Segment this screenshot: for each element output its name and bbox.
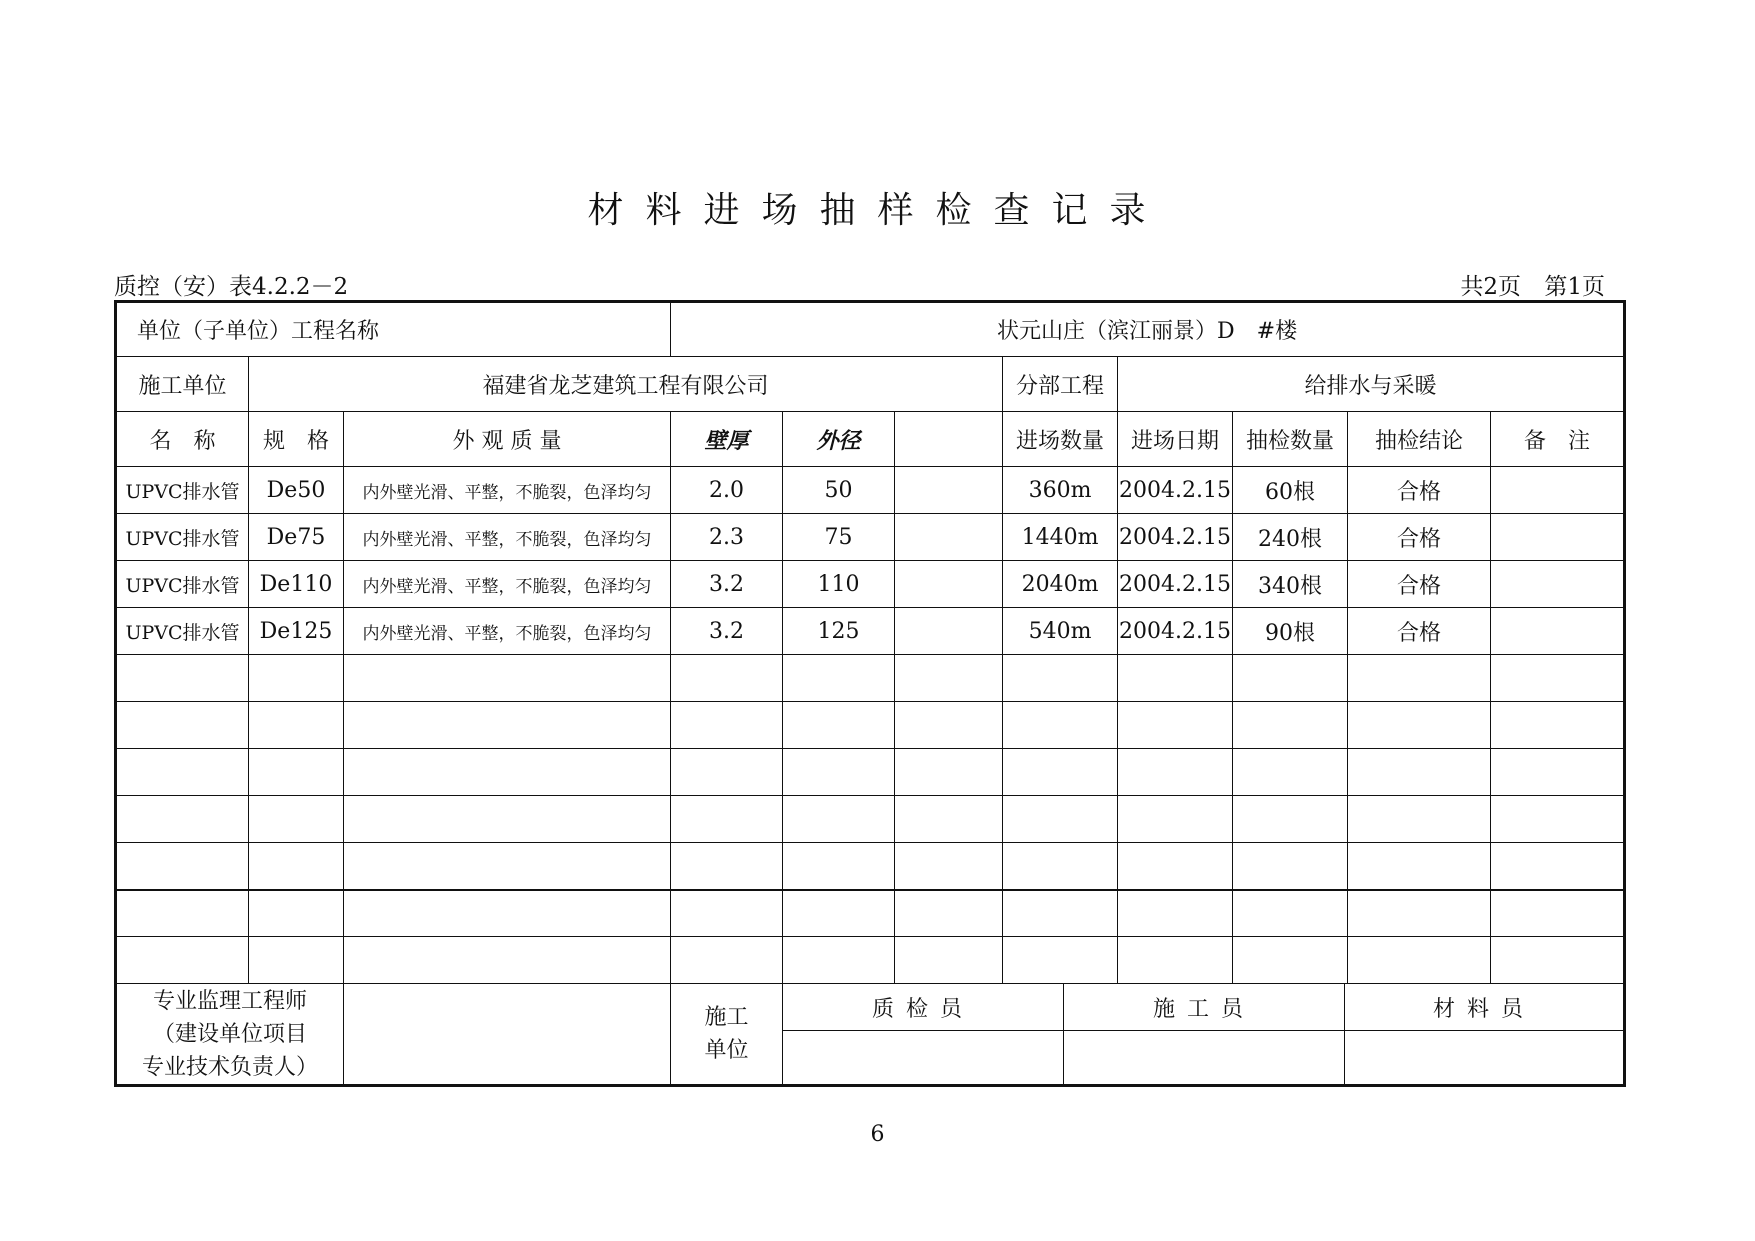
empty-cell: [895, 843, 1003, 890]
cell-result: 合格: [1348, 561, 1491, 608]
empty-cell: [671, 890, 783, 937]
cell-outer-diameter: 75: [783, 514, 895, 561]
division-label: 分部工程: [1003, 357, 1118, 412]
empty-cell: [1348, 796, 1491, 843]
empty-cell: [783, 937, 895, 984]
cell-appearance: 内外壁光滑、平整，不脆裂，色泽均匀: [344, 467, 671, 514]
empty-cell: [1491, 702, 1625, 749]
cell-quantity: 2040m: [1003, 561, 1118, 608]
material-clerk-label: 材料员: [1345, 984, 1623, 1031]
empty-cell: [895, 796, 1003, 843]
empty-cell: [344, 702, 671, 749]
empty-cell: [249, 749, 344, 796]
empty-cell: [1491, 890, 1625, 937]
empty-cell: [344, 749, 671, 796]
cell-date: 2004.2.15: [1118, 608, 1233, 655]
cell-outer-diameter: 110: [783, 561, 895, 608]
empty-cell: [1003, 843, 1118, 890]
cell-quantity: 1440m: [1003, 514, 1118, 561]
header-sample-count: 抽检数量: [1233, 412, 1348, 467]
table-row: [116, 561, 1625, 608]
empty-row: [116, 655, 1625, 702]
empty-cell: [1491, 655, 1625, 702]
empty-cell: [249, 937, 344, 984]
cell-date: 2004.2.15: [1118, 467, 1233, 514]
signature-block: [783, 984, 1625, 1086]
cell-name: UPVC排水管: [116, 608, 249, 655]
empty-cell: [783, 890, 895, 937]
empty-row: [116, 702, 1625, 749]
empty-cell: [116, 796, 249, 843]
header-spec: 规 格: [249, 412, 344, 467]
empty-row: [116, 890, 1625, 937]
empty-cell: [1233, 890, 1348, 937]
empty-cell: [1491, 796, 1625, 843]
cell-remarks: [1491, 467, 1625, 514]
document-title: 材料进场抽样检查记录: [587, 190, 1168, 231]
cell-spec: De75: [249, 514, 344, 561]
empty-cell: [1233, 796, 1348, 843]
empty-cell: [116, 843, 249, 890]
header-remarks: 备 注: [1491, 412, 1625, 467]
contractor-sign-label: [671, 984, 783, 1086]
table-row: [116, 467, 1625, 514]
empty-cell: [671, 702, 783, 749]
table-row: [116, 514, 1625, 561]
empty-cell: [116, 890, 249, 937]
cell-wall-thickness: 3.2: [671, 561, 783, 608]
empty-cell: [1003, 702, 1118, 749]
empty-cell: [671, 796, 783, 843]
empty-row: [116, 796, 1625, 843]
cell-appearance: 内外壁光滑、平整，不脆裂，色泽均匀: [344, 514, 671, 561]
empty-cell: [783, 749, 895, 796]
empty-cell: [895, 702, 1003, 749]
contractor-value: 福建省龙芝建筑工程有限公司: [249, 357, 1003, 412]
project-name-row: [116, 302, 1625, 357]
empty-cell: [116, 702, 249, 749]
contractor-line: 施工: [704, 1005, 749, 1030]
page-number: 6: [870, 1122, 885, 1147]
empty-cell: [671, 937, 783, 984]
column-header-row: [116, 412, 1625, 467]
empty-cell: [783, 843, 895, 890]
cell-name: UPVC排水管: [116, 561, 249, 608]
cell-sample-count: 90根: [1233, 608, 1348, 655]
cell-wall-thickness: 3.2: [671, 608, 783, 655]
empty-cell: [1233, 655, 1348, 702]
cell-name: UPVC排水管: [116, 514, 249, 561]
cell-sample-count: 240根: [1233, 514, 1348, 561]
empty-cell: [1233, 937, 1348, 984]
header-quantity: 进场数量: [1003, 412, 1118, 467]
cell-appearance: 内外壁光滑、平整，不脆裂，色泽均匀: [344, 608, 671, 655]
header-blank: [895, 412, 1003, 467]
empty-cell: [116, 655, 249, 702]
cell-blank: [895, 561, 1003, 608]
empty-cell: [1491, 749, 1625, 796]
empty-cell: [1233, 702, 1348, 749]
cell-blank: [895, 514, 1003, 561]
empty-cell: [1003, 749, 1118, 796]
cell-outer-diameter: 50: [783, 467, 895, 514]
empty-cell: [1348, 749, 1491, 796]
cell-result: 合格: [1348, 608, 1491, 655]
cell-spec: De110: [249, 561, 344, 608]
cell-outer-diameter: 125: [783, 608, 895, 655]
cell-blank: [895, 467, 1003, 514]
cell-result: 合格: [1348, 467, 1491, 514]
builder-signature-area: [1064, 1031, 1344, 1084]
cell-result: 合格: [1348, 514, 1491, 561]
cell-date: 2004.2.15: [1118, 514, 1233, 561]
inspector-signature-area: [783, 1031, 1063, 1084]
material-clerk-block: [1345, 984, 1623, 1084]
header-result: 抽检结论: [1348, 412, 1491, 467]
empty-cell: [895, 749, 1003, 796]
empty-cell: [1118, 843, 1233, 890]
empty-cell: [1348, 843, 1491, 890]
empty-cell: [116, 749, 249, 796]
header-outer-diameter: 外径: [783, 412, 895, 467]
empty-cell: [249, 655, 344, 702]
cell-remarks: [1491, 561, 1625, 608]
signature-row: [116, 984, 1625, 1086]
cell-wall-thickness: 2.3: [671, 514, 783, 561]
empty-cell: [344, 937, 671, 984]
empty-cell: [1233, 843, 1348, 890]
empty-cell: [1003, 937, 1118, 984]
empty-cell: [1348, 655, 1491, 702]
cell-spec: De125: [249, 608, 344, 655]
cell-spec: De50: [249, 467, 344, 514]
inspector-label: 质检员: [783, 984, 1063, 1031]
supervisor-line: 专业监理工程师: [152, 988, 307, 1014]
empty-cell: [671, 843, 783, 890]
contractor-line: 单位: [704, 1038, 749, 1063]
cell-blank: [895, 608, 1003, 655]
empty-cell: [344, 890, 671, 937]
empty-cell: [1491, 937, 1625, 984]
empty-cell: [249, 890, 344, 937]
empty-cell: [895, 890, 1003, 937]
supervisor-label: [116, 984, 344, 1086]
cell-wall-thickness: 2.0: [671, 467, 783, 514]
cell-remarks: [1491, 608, 1625, 655]
empty-cell: [1233, 749, 1348, 796]
empty-cell: [671, 749, 783, 796]
contractor-label: 施工单位: [116, 357, 249, 412]
empty-cell: [895, 655, 1003, 702]
supervisor-signature-area: [344, 984, 671, 1086]
material-clerk-signature-area: [1345, 1031, 1623, 1084]
project-name-value: 状元山庄（滨江丽景）D #楼: [671, 302, 1625, 357]
empty-cell: [1348, 937, 1491, 984]
empty-cell: [1003, 655, 1118, 702]
empty-cell: [671, 655, 783, 702]
empty-cell: [1348, 890, 1491, 937]
contractor-row: [116, 357, 1625, 412]
empty-cell: [1118, 890, 1233, 937]
cell-sample-count: 60根: [1233, 467, 1348, 514]
header-date: 进场日期: [1118, 412, 1233, 467]
builder-block: [1064, 984, 1345, 1084]
project-name-label: 单位（子单位）工程名称: [116, 302, 671, 357]
supervisor-line: 专业技术负责人）: [141, 1054, 318, 1080]
empty-row: [116, 843, 1625, 890]
empty-cell: [783, 655, 895, 702]
division-value: 给排水与采暖: [1118, 357, 1625, 412]
header-wall-thickness: 壁厚: [671, 412, 783, 467]
empty-cell: [116, 937, 249, 984]
empty-cell: [1348, 702, 1491, 749]
empty-cell: [249, 702, 344, 749]
page-info: 共2页 第1页: [1460, 274, 1605, 300]
empty-row: [116, 937, 1625, 984]
supervisor-line: （建设单位项目: [152, 1021, 307, 1047]
empty-cell: [344, 843, 671, 890]
empty-cell: [895, 937, 1003, 984]
empty-cell: [1118, 796, 1233, 843]
cell-appearance: 内外壁光滑、平整，不脆裂，色泽均匀: [344, 561, 671, 608]
header-name: 名 称: [116, 412, 249, 467]
table-row: [116, 608, 1625, 655]
empty-cell: [1003, 890, 1118, 937]
empty-cell: [1118, 749, 1233, 796]
empty-cell: [1118, 937, 1233, 984]
empty-cell: [249, 796, 344, 843]
empty-cell: [1491, 843, 1625, 890]
cell-quantity: 360m: [1003, 467, 1118, 514]
empty-cell: [783, 796, 895, 843]
empty-cell: [1118, 655, 1233, 702]
cell-date: 2004.2.15: [1118, 561, 1233, 608]
cell-sample-count: 340根: [1233, 561, 1348, 608]
empty-cell: [344, 796, 671, 843]
form-code: 质控（安）表4.2.2－2: [114, 274, 349, 300]
empty-cell: [1003, 796, 1118, 843]
empty-cell: [249, 843, 344, 890]
inspection-table: [114, 300, 1626, 1087]
cell-quantity: 540m: [1003, 608, 1118, 655]
empty-cell: [1118, 702, 1233, 749]
cell-remarks: [1491, 514, 1625, 561]
builder-label: 施工员: [1064, 984, 1344, 1031]
header-appearance: 外 观 质 量: [344, 412, 671, 467]
inspector-block: [783, 984, 1064, 1084]
empty-cell: [344, 655, 671, 702]
cell-name: UPVC排水管: [116, 467, 249, 514]
empty-row: [116, 749, 1625, 796]
empty-cell: [783, 702, 895, 749]
